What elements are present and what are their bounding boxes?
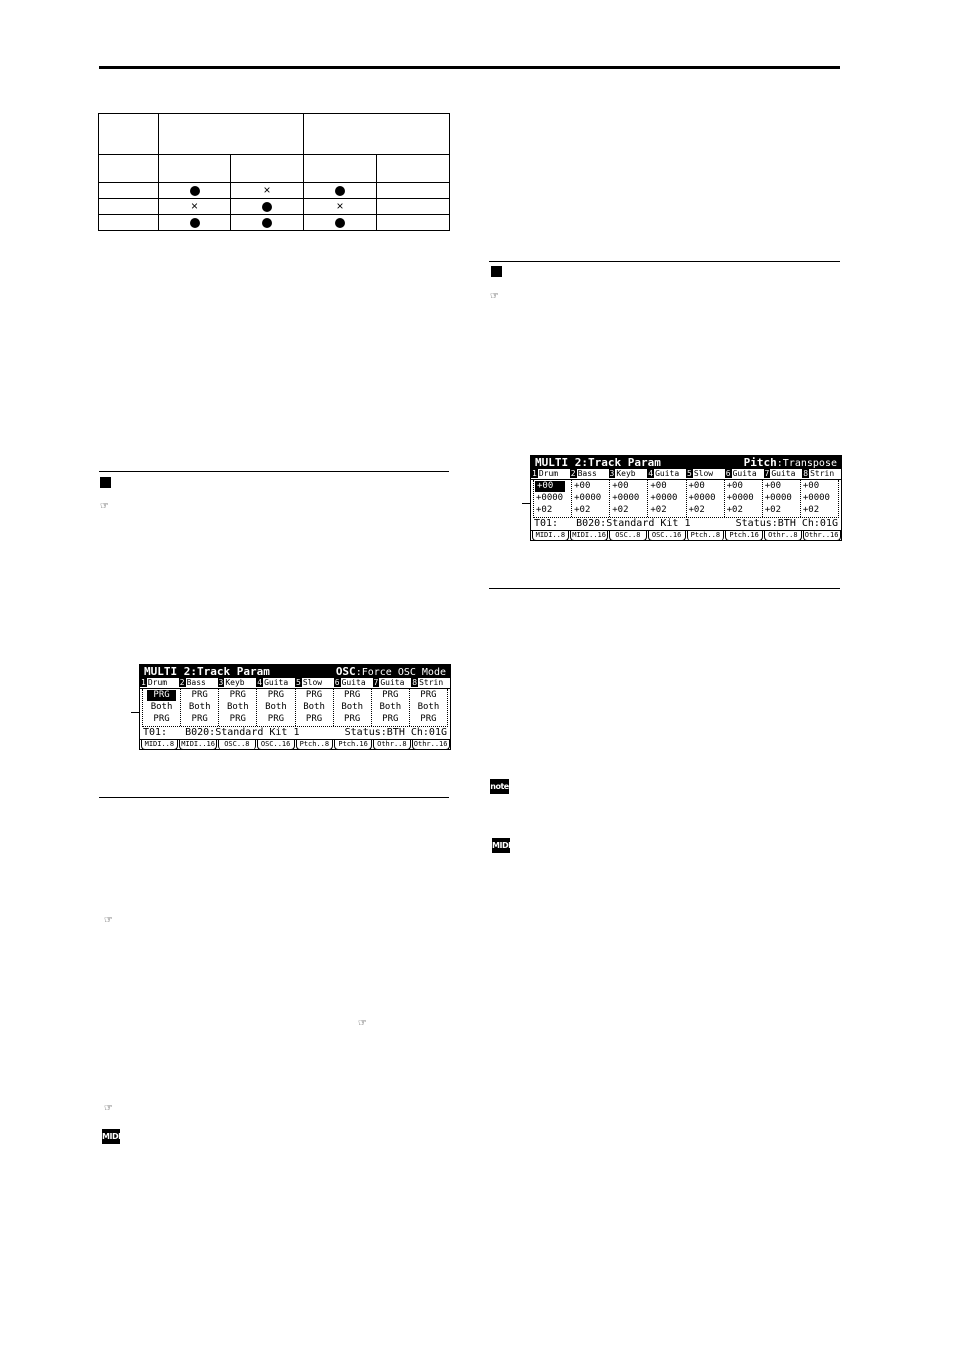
lcd-value-cell: +00 xyxy=(574,481,591,491)
lcd-track-label xyxy=(531,469,570,479)
lcd-track-name: Keyb xyxy=(225,678,245,687)
lcd-track-name: Guita xyxy=(655,469,680,478)
lcd-value-cell: +0000 xyxy=(650,493,678,503)
lcd-track-number: 8 xyxy=(803,469,809,478)
lcd-status-track: T01: xyxy=(534,518,559,529)
lcd-track-column xyxy=(610,480,648,517)
lcd-parameter-name: :Force OSC Mode xyxy=(355,666,446,678)
lcd-value-cell: PRG xyxy=(344,714,361,724)
table-row xyxy=(99,199,450,215)
lcd-track-column xyxy=(572,480,610,517)
lcd-track-number: 7 xyxy=(373,678,379,687)
lcd-track-number: 4 xyxy=(257,678,263,687)
lcd-value-grid xyxy=(142,689,448,727)
lcd-value-cell: Both xyxy=(150,702,173,712)
lcd-track-name: Guita xyxy=(264,678,289,687)
lcd-tab[interactable]: Othr..16 xyxy=(412,740,450,750)
lcd-track-name: Drum xyxy=(147,678,168,687)
lcd-track-number: 6 xyxy=(725,469,731,478)
lcd-status-info: Status:BTH Ch:01G xyxy=(344,727,447,738)
pointing-hand-icon: ☞ xyxy=(358,1018,367,1029)
lcd-status-line xyxy=(531,518,841,529)
lcd-value-cell: Both xyxy=(417,702,440,712)
cross-mark-icon: × xyxy=(336,199,344,213)
lcd-track-label xyxy=(140,678,179,688)
pointing-hand-icon: ☞ xyxy=(100,501,109,512)
lcd-value-cell: PRG xyxy=(229,714,246,724)
lcd-value-cell: PRG xyxy=(153,714,170,724)
lcd-value-cell: PRG xyxy=(344,690,361,700)
lcd-status-track: T01: xyxy=(143,727,168,738)
lcd-parameter xyxy=(336,665,446,679)
lcd-value-cell: +00 xyxy=(535,481,565,492)
lcd-status-program: B020:Standard Kit 1 xyxy=(185,727,300,738)
lcd-value-cell: +02 xyxy=(726,505,743,515)
filled-circle-icon xyxy=(190,186,200,196)
lcd-value-cell: PRG xyxy=(420,714,437,724)
lcd-value-cell: +02 xyxy=(650,505,667,515)
lcd-value-cell: +02 xyxy=(802,505,820,515)
lcd-track-column xyxy=(763,480,801,517)
lcd-value-cell: +0000 xyxy=(536,493,564,503)
lcd-tab-bar xyxy=(531,530,841,541)
lcd-value-cell: +0000 xyxy=(574,493,602,503)
lcd-value-cell: PRG xyxy=(382,690,399,700)
lcd-value-cell: +00 xyxy=(802,481,820,491)
page-top-rule xyxy=(99,66,840,69)
lcd-track-label xyxy=(802,469,841,479)
lcd-track-column xyxy=(410,689,447,726)
lcd-value-cell: PRG xyxy=(382,714,399,724)
lcd-status-line xyxy=(140,727,450,738)
lcd-value-cell: Both xyxy=(379,702,402,712)
lcd-track-name: Keyb xyxy=(616,469,636,478)
lcd-value-cell: PRG xyxy=(191,690,208,700)
lcd-track-column xyxy=(181,689,219,726)
lcd-track-number: 3 xyxy=(218,678,224,687)
lcd-track-label xyxy=(179,678,218,688)
lcd-parameter-name: :Transpose xyxy=(776,457,837,469)
table-cell xyxy=(159,199,231,215)
lcd-track-label xyxy=(609,469,648,479)
lcd-value-cell: Both xyxy=(265,702,287,712)
lcd-tab[interactable]: MIDI..16 xyxy=(179,740,217,750)
table-header-group-1 xyxy=(159,114,304,155)
lcd-track-label xyxy=(256,678,295,688)
lcd-value-cell: +02 xyxy=(536,505,553,515)
lcd-tab[interactable]: MIDI..8 xyxy=(532,531,570,541)
lcd-tab[interactable]: OSC..16 xyxy=(257,740,295,750)
section-rule xyxy=(489,261,840,262)
lcd-value-cell: Both xyxy=(341,702,364,712)
lcd-value-cell: +00 xyxy=(612,481,629,491)
lcd-screen-pitch xyxy=(530,455,842,541)
lcd-track-column xyxy=(143,689,181,726)
lcd-track-column xyxy=(219,689,257,726)
lcd-tab[interactable]: OSC..8 xyxy=(609,531,647,541)
lcd-tab[interactable]: MIDI..8 xyxy=(141,740,179,750)
lcd-value-cell: +0000 xyxy=(764,493,792,503)
lcd-track-name: Strin xyxy=(810,469,835,478)
lcd-title: MULTI 2:Track Param xyxy=(535,456,661,469)
filled-circle-icon xyxy=(190,218,200,228)
table-cell xyxy=(159,215,231,231)
filled-circle-icon xyxy=(262,202,272,212)
lcd-value-cell: +00 xyxy=(726,481,743,491)
table-header-blank xyxy=(99,114,159,155)
table-cell xyxy=(99,183,159,199)
cross-mark-icon: × xyxy=(190,199,198,213)
lcd-track-column xyxy=(296,689,334,726)
lcd-tab[interactable]: OSC..8 xyxy=(218,740,256,750)
filled-circle-icon xyxy=(335,186,345,196)
lcd-status-info: Status:BTH Ch:01G xyxy=(735,518,838,529)
lcd-track-column xyxy=(334,689,372,726)
lcd-track-label xyxy=(570,469,609,479)
pointing-hand-icon: ☞ xyxy=(104,1103,113,1114)
lcd-parameter xyxy=(744,456,837,470)
lcd-track-column xyxy=(801,480,838,517)
lcd-track-number: 2 xyxy=(570,469,576,478)
lcd-track-number: 7 xyxy=(764,469,770,478)
lcd-tab[interactable]: Ptch.16 xyxy=(725,531,763,541)
table-cell xyxy=(231,199,304,215)
table-subheader xyxy=(159,155,231,183)
lcd-parameter-group: OSC xyxy=(335,664,356,678)
table-row xyxy=(99,183,450,199)
lcd-track-name: Drum xyxy=(538,469,559,478)
table-row xyxy=(99,215,450,231)
lcd-track-number: 8 xyxy=(412,678,418,687)
table-cell xyxy=(377,199,450,215)
lcd-value-cell: +00 xyxy=(764,481,782,491)
lcd-track-name: Guita xyxy=(732,469,757,478)
lcd-track-column xyxy=(372,689,410,726)
lcd-track-label xyxy=(334,678,373,688)
lcd-track-label xyxy=(647,469,686,479)
table-subheader xyxy=(304,155,377,183)
lcd-track-row xyxy=(140,678,450,689)
lcd-track-label xyxy=(725,469,764,479)
note-icon: note xyxy=(490,779,509,794)
pointing-hand-icon: ☞ xyxy=(490,291,499,302)
lcd-track-name: Slow xyxy=(693,469,714,478)
lcd-track-number: 5 xyxy=(687,469,692,478)
lcd-value-cell: PRG xyxy=(147,690,176,701)
lcd-tab[interactable]: MIDI..16 xyxy=(570,531,608,541)
table-cell xyxy=(99,215,159,231)
lcd-track-name: Strin xyxy=(419,678,444,687)
table-cell xyxy=(377,215,450,231)
lcd-track-name: Guita xyxy=(341,678,366,687)
black-square-icon xyxy=(491,266,502,277)
lcd-value-cell: +0000 xyxy=(688,493,716,503)
filled-circle-icon xyxy=(262,218,272,228)
table-cell xyxy=(231,183,304,199)
table-subheader xyxy=(99,155,159,183)
lcd-value-cell: +0000 xyxy=(802,493,830,503)
lcd-track-column xyxy=(725,480,763,517)
lcd-track-name: Bass xyxy=(577,469,597,478)
lcd-value-cell: +0000 xyxy=(726,493,754,503)
lcd-track-label xyxy=(411,678,450,688)
table-cell xyxy=(304,183,377,199)
lcd-track-label xyxy=(764,469,803,479)
lcd-value-cell: PRG xyxy=(267,714,285,724)
lcd-track-name: Guita xyxy=(771,469,796,478)
lcd-value-cell: PRG xyxy=(305,714,323,724)
mode-table xyxy=(98,113,450,231)
table-cell xyxy=(304,215,377,231)
pointing-hand-icon: ☞ xyxy=(104,915,113,926)
lcd-tab[interactable]: Othr..8 xyxy=(373,740,411,750)
lcd-parameter-group: Pitch xyxy=(743,455,777,469)
lcd-track-row xyxy=(531,469,841,480)
lcd-track-name: Bass xyxy=(186,678,206,687)
lcd-value-grid xyxy=(533,480,839,518)
lcd-value-cell: +02 xyxy=(612,505,629,515)
lcd-track-number: 4 xyxy=(648,469,654,478)
lcd-track-column xyxy=(648,480,686,517)
table-subheader xyxy=(231,155,304,183)
lcd-value-cell: PRG xyxy=(191,714,208,724)
lcd-title-bar xyxy=(140,665,450,678)
filled-circle-icon xyxy=(335,218,345,228)
table-header-group-2 xyxy=(304,114,450,155)
cross-mark-icon: × xyxy=(263,183,271,197)
lcd-track-name: Guita xyxy=(380,678,405,687)
midi-icon: MIDI xyxy=(102,1129,120,1144)
table-cell xyxy=(159,183,231,199)
lcd-track-name: Slow xyxy=(302,678,323,687)
table-subheader xyxy=(377,155,450,183)
lcd-track-label xyxy=(218,678,257,688)
table-cell xyxy=(304,199,377,215)
lcd-screen-osc xyxy=(139,664,451,750)
lcd-value-cell: Both xyxy=(303,702,325,712)
lcd-value-cell: Both xyxy=(226,702,249,712)
table-cell xyxy=(99,199,159,215)
lcd-value-cell: +02 xyxy=(688,505,705,515)
lcd-track-label xyxy=(373,678,412,688)
lcd-value-cell: +00 xyxy=(688,481,705,491)
lcd-tab[interactable]: Ptch.16 xyxy=(334,740,372,750)
lcd-track-column xyxy=(534,480,572,517)
lcd-status-program: B020:Standard Kit 1 xyxy=(576,518,691,529)
section-rule xyxy=(489,588,840,589)
table-cell xyxy=(231,215,304,231)
lcd-value-cell: PRG xyxy=(420,690,437,700)
lcd-tab[interactable]: Othr..16 xyxy=(803,531,841,541)
lcd-track-number: 1 xyxy=(141,678,146,687)
section-rule xyxy=(99,797,449,798)
midi-icon: MIDI xyxy=(492,838,510,853)
lcd-track-label xyxy=(686,469,725,479)
lcd-value-cell: +0000 xyxy=(612,493,640,503)
lcd-track-label xyxy=(295,678,334,688)
lcd-title: MULTI 2:Track Param xyxy=(144,665,270,678)
lcd-tab[interactable]: Ptch..8 xyxy=(296,740,334,750)
lcd-track-number: 3 xyxy=(609,469,615,478)
lcd-tab[interactable]: Ptch..8 xyxy=(687,531,725,541)
lcd-track-number: 1 xyxy=(532,469,537,478)
lcd-tab[interactable]: OSC..16 xyxy=(648,531,686,541)
lcd-tab-bar xyxy=(140,739,450,750)
lcd-track-column xyxy=(687,480,725,517)
lcd-title-bar xyxy=(531,456,841,469)
lcd-value-cell: PRG xyxy=(229,690,246,700)
lcd-track-number: 6 xyxy=(334,678,340,687)
lcd-track-column xyxy=(257,689,295,726)
lcd-value-cell: +00 xyxy=(650,481,667,491)
black-square-icon xyxy=(100,477,111,488)
section-rule xyxy=(99,471,449,472)
lcd-track-number: 2 xyxy=(179,678,185,687)
lcd-value-cell: +02 xyxy=(764,505,782,515)
table-cell xyxy=(377,183,450,199)
lcd-value-cell: Both xyxy=(188,702,211,712)
lcd-value-cell: PRG xyxy=(305,690,323,700)
lcd-track-number: 5 xyxy=(296,678,301,687)
lcd-value-cell: +02 xyxy=(574,505,591,515)
lcd-tab[interactable]: Othr..8 xyxy=(764,531,802,541)
lcd-value-cell: PRG xyxy=(267,690,285,700)
